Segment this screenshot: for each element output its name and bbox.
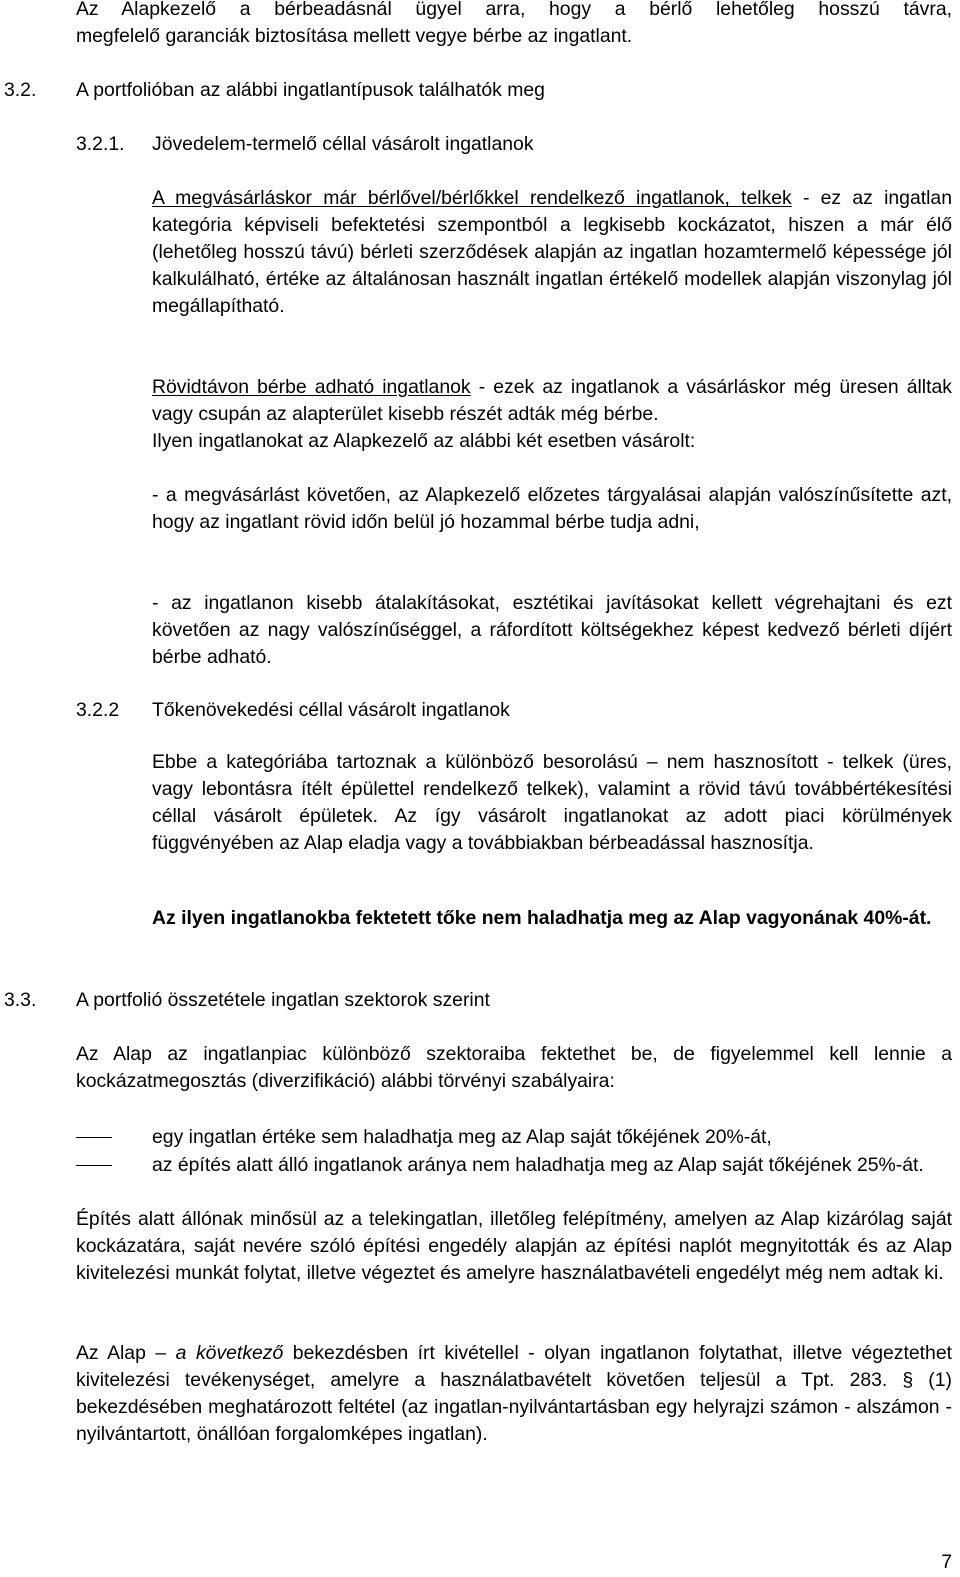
subsection-number: 3.2.2: [76, 699, 120, 721]
paragraph: [152, 374, 952, 428]
paragraph-text: - ez az ingatlan kategória képviseli befektetési szempontból a legkisebb kockázatot, hiszen a már élő (lehetőleg hosszú távú) bérleti szerződések alapján az ingatlan hozamtermelő képessége jól kalkulálható, értéke az általánosan használt ingatlan értékelő modellek alapján viszonylag jól megállapítható.: [152, 187, 952, 317]
intro-line-1: Az Alapkezelő a bérbeadásnál ügyel arra, hogy a bérlő lehetőleg hosszú távra,: [76, 0, 952, 20]
list-item: - az ingatlanon kisebb átalakításokat, esztétikai javításokat kellett végrehajtani és ezt követően az nagy valószínűséggel, a ráfordított költségekhez képest kedvező bérleti díjért bérbe adható.: [152, 592, 952, 668]
dash-bullet-icon: [76, 1137, 112, 1138]
bold-statement: Az ilyen ingatlanokba fektetett tőke nem haladhatja meg az Alap vagyonának 40%-át.: [152, 907, 932, 929]
paragraph-text: Az Alap: [76, 1342, 156, 1364]
paragraph-line: Ilyen ingatlanokat az Alapkezelő az alábbi két esetben vásárolt:: [152, 430, 696, 452]
rule-item: egy ingatlan értéke sem haladhatja meg az Alap saját tőkéjének 20%-át,: [152, 1126, 772, 1148]
underlined-term: A megvásárláskor már bérlővel/bérlőkkel rendelkező ingatlanok, telkek: [152, 187, 792, 209]
paragraph: [152, 185, 952, 320]
paragraph-text: - ezek az ingatlanok a vásárláskor még üresen álltak vagy csupán az alapterület kisebb részét adták még bérbe.: [152, 376, 952, 425]
paragraph: Építés alatt állónak minősül az a telekingatlan, illetőleg felépítmény, amelyen az Alap kizárólag saját kockázatára, saját nevére szóló építési engedély alapján az építési naplót megnyitották és az Alap kivitelezési munkát folytat, illetve végeztet és amelyre használatbavételi engedélyt még nem adtak ki.: [76, 1208, 952, 1284]
section-number: 3.2.: [4, 79, 37, 101]
paragraph: [76, 1340, 952, 1448]
section-title: A portfolió összetétele ingatlan szektorok szerint: [76, 989, 490, 1011]
paragraph-text: bekezdésben írt kivétellel - olyan ingatlanon folytathat, illetve végeztethet kivitelezési tevékenységet, amelyre a használatbavételt követően teljesül a Tpt. 283. § (1) bekezdésében meghatározott feltétel (az ingatlan-nyilvántartásban egy helyrajzi számon - alszámon - nyilvántartott, önállóan forgalomképes ingatlan).: [76, 1342, 952, 1445]
paragraph: Ebbe a kategóriába tartoznak a különböző besorolású – nem hasznosított - telkek (üres, vagy lebontásra ítélt épülettel rendelkező telkek), valamint a rövid távú továbbértékesítési céllal vásárolt épületek. Az így vásárolt ingatlanokat az adott piaci körülmények függvényében az Alap eladja vagy a továbbiakban bérbeadással hasznosítja.: [152, 751, 952, 854]
intro-line-2: megfelelő garanciák biztosítása mellett vegye bérbe az ingatlant.: [76, 25, 633, 47]
rule-item: az építés alatt álló ingatlanok aránya nem haladhatja meg az Alap saját tőkéjének 25%-át.: [152, 1154, 924, 1176]
dash-bullet-icon: [76, 1165, 112, 1166]
paragraph: Az Alap az ingatlanpiac különböző szektoraiba fektethet be, de figyelemmel kell lennie a kockázatmegosztás (diverzifikáció) alábbi törvényi szabályaira:: [76, 1043, 952, 1092]
page-number: 7: [941, 1551, 952, 1573]
list-item: - a megvásárlást követően, az Alapkezelő előzetes tárgyalásai alapján valószínűsítette azt, hogy az ingatlant rövid időn belül jó hozammal bérbe tudja adni,: [152, 484, 952, 533]
section-title: A portfolióban az alábbi ingatlantípusok találhatók meg: [76, 79, 545, 101]
subsection-title: Tőkenövekedési céllal vásárolt ingatlanok: [152, 699, 510, 721]
italic-text: – a következő: [155, 1342, 284, 1364]
underlined-term: Rövidtávon bérbe adható ingatlanok: [152, 376, 471, 398]
section-number: 3.3.: [4, 989, 37, 1011]
subsection-number: 3.2.1.: [76, 133, 125, 155]
subsection-title: Jövedelem-termelő céllal vásárolt ingatlanok: [152, 133, 534, 155]
